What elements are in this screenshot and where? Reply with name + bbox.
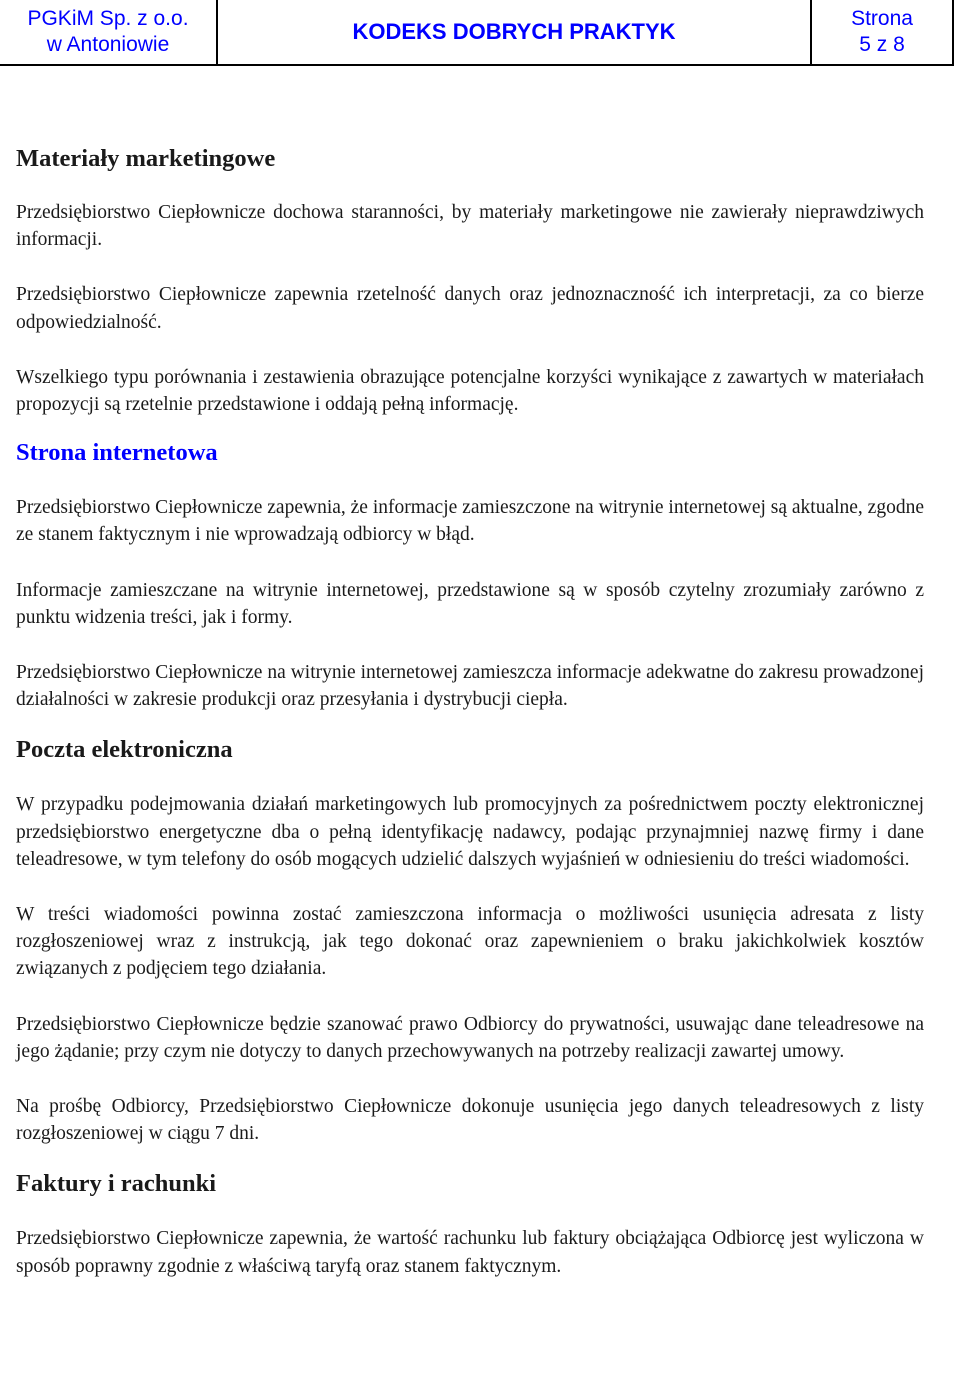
- paragraph: W przypadku podejmowania działań marketingowych lub promocyjnych za pośrednictwem poczty elektronicznej przedsiębiorstwo energetyczne dba o pełną identyfikację nadawcy, podając przynajmniej nazwę firmy i dane teleadresowe, w tym telefony do osób mogących udzielić dalszych wyjaśnień w odniesieniu do treści wiadomości.: [16, 794, 924, 870]
- section-heading-website: Strona internetowa: [16, 439, 218, 467]
- header-company: [0, 0, 218, 64]
- section-heading-marketing: Materiały marketingowe: [16, 145, 276, 172]
- paragraph: Wszelkiego typu porównania i zestawienia obrazujące potencjalne korzyści wynikające z zawartych w materiałach propozycji są rzetelnie przedstawione i oddają pełną informację.: [16, 366, 924, 416]
- document-body: [16, 144, 924, 1280]
- paragraph: Przedsiębiorstwo Ciepłownicze będzie szanować prawo Odbiorcy do prywatności, usuwając dane teleadresowe na jego żądanie; przy czym nie dotyczy to danych przechowywanych na potrzeby realizacji zawartej umowy.: [16, 1013, 924, 1062]
- paragraph: Przedsiębiorstwo Ciepłownicze na witrynie internetowej zamieszcza informacje adekwatne do zakresu prowadzonej działalności w zakresie produkcji oraz przesyłania i dystrybucji ciepła.: [16, 662, 924, 711]
- header-title: KODEKS DOBRYCH PRAKTYK: [218, 0, 812, 64]
- paragraph: Przedsiębiorstwo Ciepłownicze zapewnia rzetelność danych oraz jednoznaczność ich interpretacji, za co bierze odpowiedzialność.: [16, 284, 924, 333]
- page-header: [0, 0, 954, 66]
- header-page-label: Strona: [851, 7, 913, 30]
- paragraph: Przedsiębiorstwo Ciepłownicze zapewnia, że informacje zamieszczone na witrynie internetowej są aktualne, zgodne ze stanem faktycznym i nie wprowadzają odbiorcy w błąd.: [16, 497, 924, 546]
- section-heading-invoices: Faktury i rachunki: [16, 1170, 217, 1198]
- paragraph: Na prośbę Odbiorcy, Przedsiębiorstwo Ciepłownicze dokonuje usunięcia jego danych teleadresowych z listy rozgłoszeniowej w ciągu 7 dni.: [16, 1096, 924, 1145]
- section-heading-email: Poczta elektroniczna: [16, 736, 233, 764]
- paragraph: W treści wiadomości powinna zostać zamieszczona informacja o możliwości usunięcia adresata z listy rozgłoszeniowej wraz z instrukcją, jak tego dokonać oraz zapewnieniem o braku jakichkolwiek kosztów związanych z podjęciem tego działania.: [16, 904, 924, 980]
- header-page-count: 5 z 8: [859, 33, 905, 56]
- paragraph: Przedsiębiorstwo Ciepłownicze dochowa staranności, by materiały marketingowe nie zawierały nieprawdziwych informacji.: [16, 202, 924, 251]
- header-company-line1: PGKiM Sp. z o.o.: [27, 7, 189, 30]
- paragraph: Przedsiębiorstwo Ciepłownicze zapewnia, że wartość rachunku lub faktury obciążająca Odbiorcę jest wyliczona w sposób poprawny zgodnie z właściwą taryfą oraz stanem faktycznym.: [16, 1228, 924, 1277]
- paragraph: Informacje zamieszczane na witrynie internetowej, przedstawione są w sposób czytelny zrozumiały zarówno z punktu widzenia treści, jak i formy.: [16, 579, 924, 628]
- header-company-line2: w Antoniowie: [46, 33, 170, 56]
- header-page-number: [812, 0, 952, 64]
